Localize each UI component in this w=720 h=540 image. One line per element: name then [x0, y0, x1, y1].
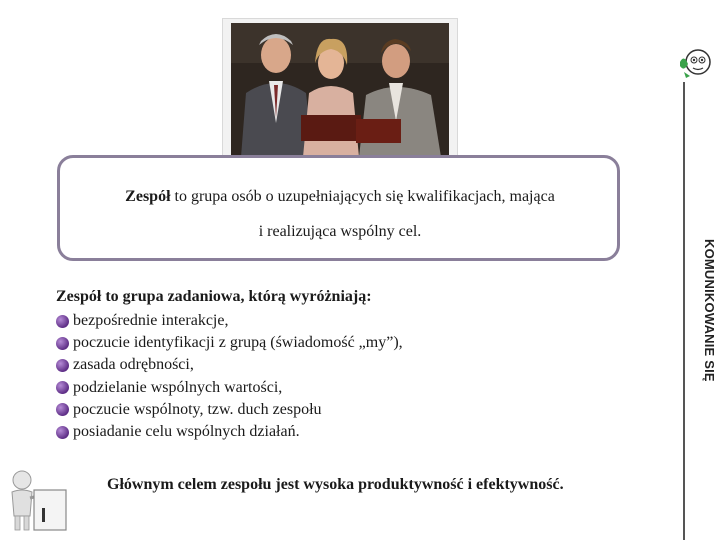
sidebar-section-label: KOMUNIKOWANIE SIĘ	[702, 238, 717, 382]
bullet-icon	[56, 381, 69, 394]
bullet-icon	[56, 337, 69, 350]
list-item	[56, 354, 403, 376]
definition-text: to grupa osób o uzupełniających się kwalifikacjach, mająca	[170, 188, 555, 205]
person-with-sign-icon	[6, 470, 68, 534]
list-item-text: bezpośrednie interakcje,	[73, 312, 229, 330]
bullet-icon	[56, 426, 69, 439]
list-item	[56, 310, 403, 332]
list-item	[56, 332, 403, 354]
definition-box	[57, 155, 620, 261]
definition-term: Zespół	[125, 188, 171, 205]
list-item-text: zasada odrębności,	[73, 356, 194, 374]
list-item-text: posiadanie celu wspólnych działań.	[73, 423, 300, 441]
list-title: Zespół to grupa zadaniowa, którą wyróżniają:	[56, 288, 372, 305]
list-item-text: podzielanie wspólnych wartości,	[73, 378, 283, 396]
cartoon-face-icon	[676, 46, 716, 80]
feature-list	[56, 310, 403, 443]
bullet-icon	[56, 315, 69, 328]
main-goal-text: Głównym celem zespołu jest wysoka produktywność i efektywność.	[107, 476, 564, 493]
bullet-icon	[56, 403, 69, 416]
bullet-icon	[56, 359, 69, 372]
list-item	[56, 421, 403, 443]
list-item-text: poczucie identyfikacji z grupą (świadomość „my”),	[73, 334, 403, 352]
business-meeting-photo	[231, 23, 449, 157]
list-item	[56, 377, 403, 399]
photo-frame	[222, 18, 458, 162]
definition-line-2: i realizująca wspólny cel.	[258, 223, 422, 240]
list-item	[56, 399, 403, 421]
list-item-text: poczucie wspólnoty, tzw. duch zespołu	[73, 400, 322, 418]
definition-line-1	[0, 188, 680, 206]
